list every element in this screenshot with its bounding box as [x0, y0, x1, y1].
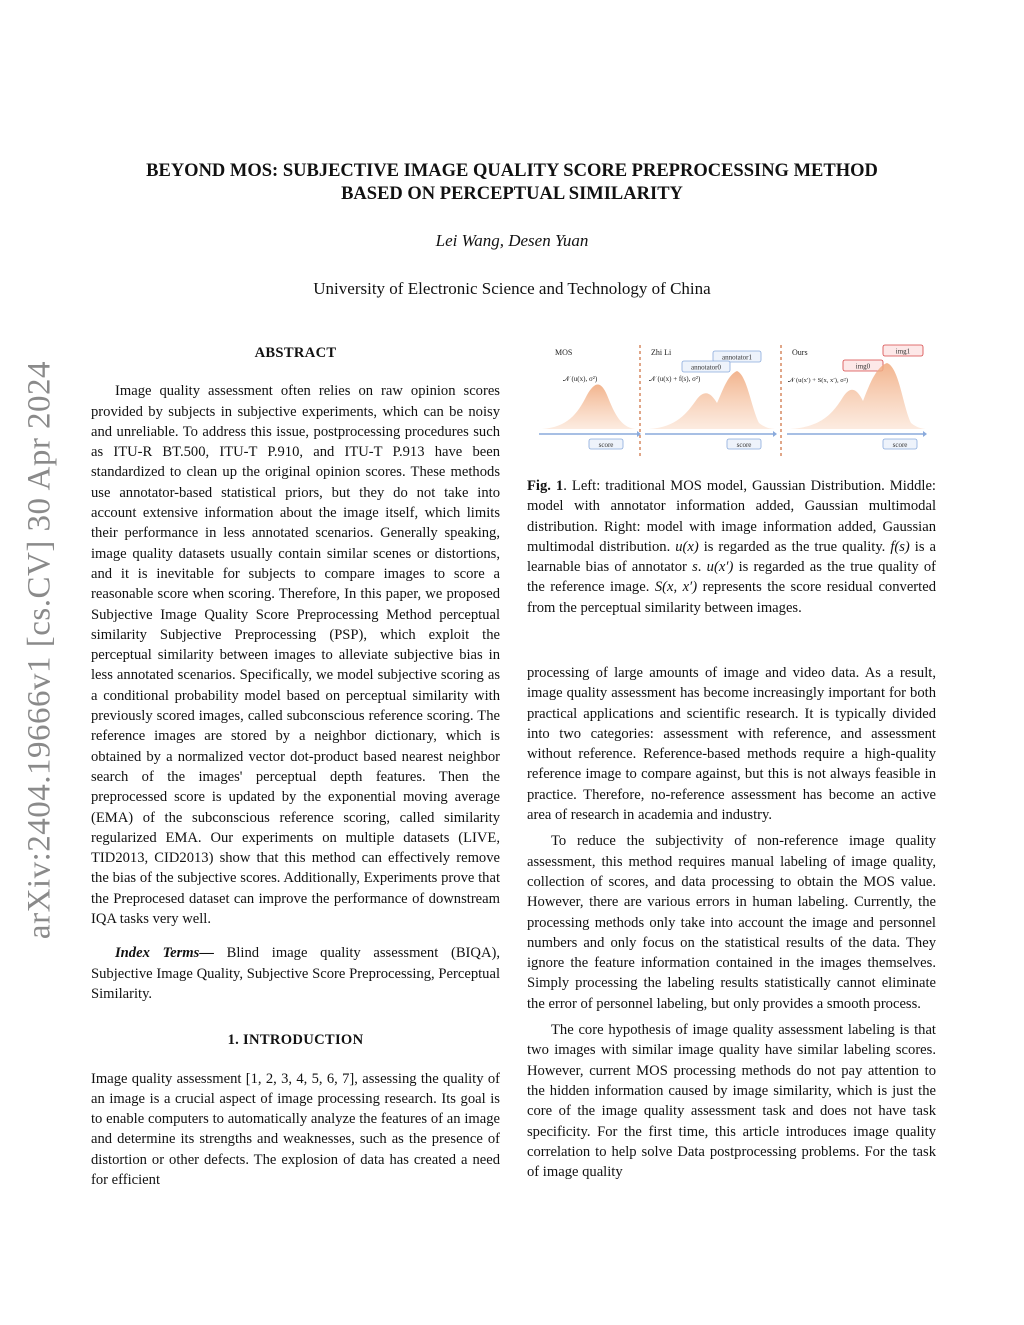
- intro-paragraph-2: To reduce the subjectivity of non-reference image quality assessment, this method requires manual labeling of image quality, collection of scores, and data processing to obtain the MOS value. However, there are various errors in human labeling. Currently, the processing methods only take into account the image and personnel numbers and only focus on the statistical results of the data. They ignore the feature information contained in the images themselves. Simply processing the labeling results statistically cannot eliminate the error of personnel labeling, but only provides a smooth process.: [527, 833, 936, 1012]
- ours-distribution: [790, 363, 927, 429]
- caption-math-uxp: u(x′): [706, 559, 734, 576]
- arxiv-watermark: [10, 350, 70, 950]
- index-terms-text: Blind image quality assessment (BIQA), Subjective Image Quality, Subjective Score Preprocessing, Perceptual Similarity.: [91, 945, 500, 1002]
- abstract-heading: ABSTRACT: [254, 345, 337, 361]
- abstract-text: Image quality assessment often relies on raw opinion scores provided by subjects in subjective experiments, which can be noisy and unreliable. To address this issue, postprocessing procedures such as ITU-R BT.500, ITU-T P.910, and ITU-T P.913 have been standardized to clean up the original opinion scores. These methods use annotator-based statistical priors, but they do not take into account extensive information about the image itself, which limits their performance in less annotated scenarios. Generally speaking, image quality datasets usually contain similar scenes or distortions, and it is inevitable for subjects to compare images to score a reasonable score when scoring. Therefore, In this paper, we proposed Subjective Image Quality Score Preprocessing Method perceptual similarity Subjective Preprocessing (PSP), which exploit the perceptual similarity between images to alleviate subjective bias in less annotated scenarios. Specifically, we model subjective scoring as a conditional probability model based on perceptual similarity with previously scored images, called subconscious reference scoring. The reference images are stored by a neighbor dictionary, which is obtained by a normalized vector dot-product based nearest neighbor search of the images' perceptual depth features. Then the preprocessed score is updated by the exponential moving average (EMA) of the subconscious reference scoring, called similarity regularized EMA. Our experiments on multiple datasets (LIVE, TID2013, CID2013) show that this method can effectively remove the bias of the subjective scores. Additionally, Experiments prove that the Preprocesed dataset can improve the performance of downstream IQA tasks very well.: [91, 383, 500, 928]
- left-column: [91, 343, 500, 1190]
- arxiv-id: arXiv:2404.19666v1 [cs.CV] 30 Apr 2024: [21, 360, 58, 940]
- mos-score-label: score: [598, 441, 614, 449]
- paper-title: [92, 160, 932, 206]
- right-column: [527, 663, 936, 1182]
- eq-zhili: 𝒩 (u(x) + f(s), σ²): [649, 375, 701, 383]
- zhili-score-label: score: [736, 441, 752, 449]
- caption-text-4: .: [697, 559, 707, 576]
- img0-label: img0: [855, 362, 871, 371]
- authors: Lei Wang, Desen Yuan: [435, 231, 589, 250]
- figure-1: [537, 337, 929, 465]
- annotator0-label: annotator0: [691, 363, 721, 372]
- caption-text-1: . Left: traditional MOS model, Gaussian Distribution. Middle: model with annotator information added, Gaussian multimodal distribution. Right: model with image information added, Gaussian multimodal distribution.: [527, 478, 936, 555]
- intro-heading: 1. INTRODUCTION: [227, 1032, 364, 1049]
- mos-distribution: [542, 385, 635, 430]
- eq-ours: 𝒩 (u(x′) + S(x, x′), σ²): [788, 377, 849, 384]
- intro-paragraph-3: The core hypothesis of image quality assessment labeling is that two images with similar image quality have similar labeling scores. However, current MOS processing methods do not pay attention to the hidden information caused by image similarity, which is just the core of the image quality assessment task and does not have task specificity. For the first time, this article introduces image quality correlation to help solve Data postprocessing problems. For the task of image quality: [527, 1022, 936, 1181]
- title-line-2: BASED ON PERCEPTUAL SIMILARITY: [341, 184, 683, 204]
- panel-title-zhili: Zhi Li: [651, 348, 672, 357]
- caption-text-6: represents the score residual converted from the perceptual similarity between images.: [527, 579, 936, 616]
- panel-title-mos: MOS: [555, 348, 573, 357]
- zhili-axis-arrow: [773, 431, 777, 437]
- intro-paragraph-1-cont: processing of large amounts of image and video data. As a result, image quality assessment has become increasingly important for both practical applications and scientific research. It is typically divided into two categories: assessment with reference, and assessment without reference. Reference-based methods require a high-quality reference image to compare against, but this is not always feasible in practice. Therefore, no-reference assessment has become an active area of research in academia and industry.: [527, 665, 936, 824]
- caption-math-fs: f(s): [890, 538, 910, 555]
- panel-title-ours: Ours: [792, 348, 808, 357]
- figure-1-graphic: [537, 337, 929, 465]
- ours-score-label: score: [892, 441, 908, 449]
- caption-math-sxx: S(x, x′): [654, 579, 698, 596]
- caption-text-2: is regarded as the true quality.: [698, 538, 891, 555]
- caption-math-s: s: [692, 559, 698, 576]
- affiliation: University of Electronic Science and Technology of China: [313, 279, 711, 298]
- ours-axis-arrow: [923, 431, 927, 437]
- caption-text-3: is a learnable bias of annotator: [527, 538, 936, 576]
- eq-mos: 𝒩 (u(x), σ²): [563, 375, 598, 383]
- caption-label: Fig. 1: [527, 478, 564, 494]
- img1-label: img1: [895, 347, 911, 356]
- title-line-1: BEYOND MOS: SUBJECTIVE IMAGE QUALITY SCORE PREPROCESSING METHOD: [146, 161, 878, 181]
- intro-paragraph-1: Image quality assessment [1, 2, 3, 4, 5, 6, 7], assessing the quality of an image is a crucial aspect of image processing research. Its goal is to enable computers to automatically analyze the features of an image and determine its strengths and weaknesses, such as the presence of distortion or other defects. The explosion of data has created a need for efficient: [91, 1070, 500, 1188]
- caption-math-ux: u(x): [675, 538, 699, 555]
- figure-caption: [527, 476, 936, 618]
- caption-text-5: is regarded as the true quality of the reference image.: [527, 559, 937, 596]
- annotator1-label: annotator1: [722, 353, 752, 362]
- index-terms: [91, 943, 500, 1004]
- index-terms-label: Index Terms—: [115, 945, 214, 962]
